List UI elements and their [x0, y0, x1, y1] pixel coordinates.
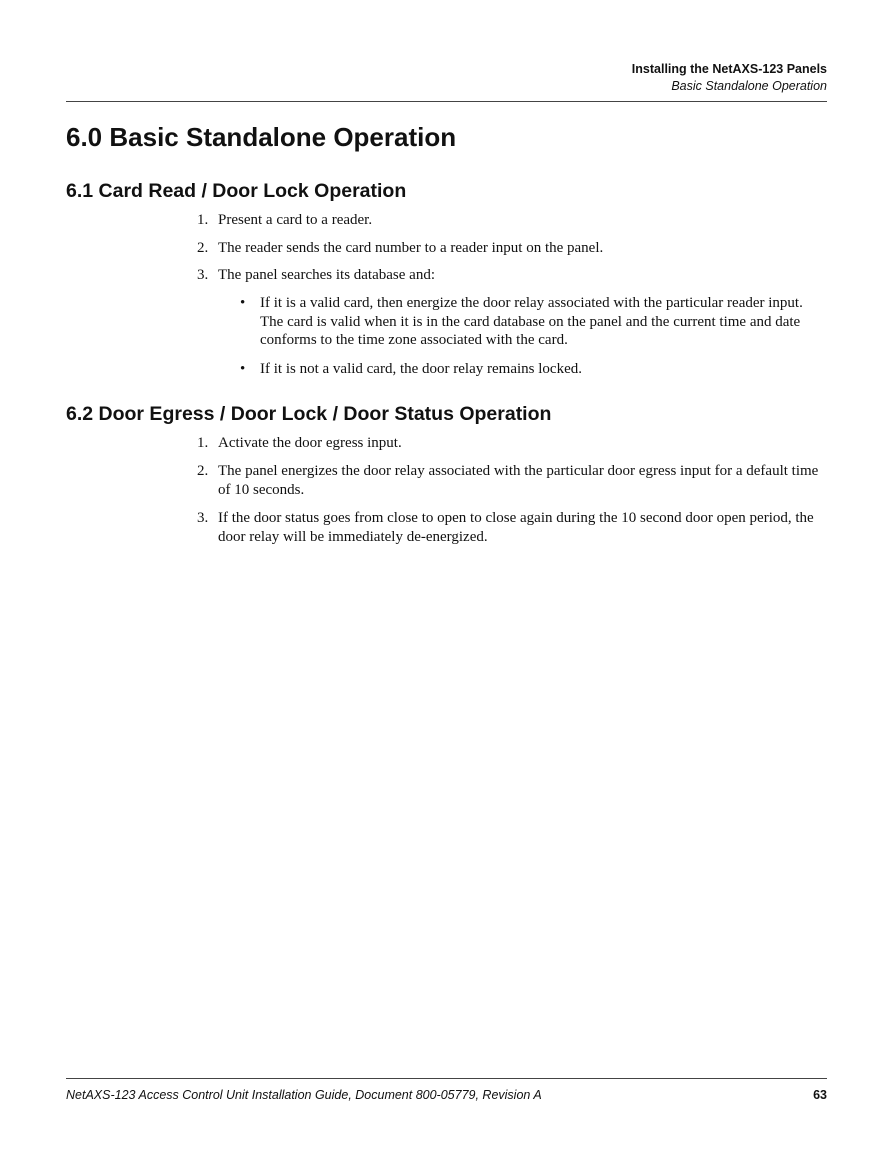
list-number: 3. [197, 267, 209, 283]
list-item [197, 462, 827, 499]
list-text: The reader sends the card number to a reader input on the panel. [218, 240, 604, 256]
page-number: 63 [813, 1088, 827, 1102]
footer-rule [66, 1078, 827, 1079]
bullet-item [240, 294, 827, 350]
section-heading-6-0: 6.0 Basic Standalone Operation [66, 122, 457, 152]
list-item [197, 211, 827, 230]
bullet-mark: • [240, 295, 246, 311]
footer-doc-title: NetAXS-123 Access Control Unit Installation Guide [66, 1088, 349, 1102]
list-text: Activate the door egress input. [218, 435, 402, 451]
list-number: 1. [197, 212, 209, 228]
section-heading-6-2: 6.2 Door Egress / Door Lock / Door Status Operation [66, 403, 552, 425]
list-text: If the door status goes from close to open to close again during the 10 second door open period, the door relay will be immediately de-energized. [218, 510, 814, 545]
list-text: The panel searches its database and: [218, 267, 435, 283]
section-heading-6-1: 6.1 Card Read / Door Lock Operation [66, 180, 407, 202]
list-item [197, 509, 827, 546]
list-number: 3. [197, 510, 209, 526]
list-item [197, 266, 827, 285]
footer-document-info [66, 1088, 542, 1102]
bullet-text: If it is a valid card, then energize the door relay associated with the particular reader input. The card is valid when it is in the card database on the panel and the current time and date conforms to the time zone associated with the card. [260, 295, 803, 348]
list-number: 1. [197, 435, 209, 451]
list-text: The panel energizes the door relay associated with the particular door egress input for a default time of 10 seconds. [218, 463, 819, 498]
list-text: Present a card to a reader. [218, 212, 373, 228]
running-header-subtitle: Basic Standalone Operation [671, 79, 827, 93]
bullet-item [240, 360, 827, 379]
list-number: 2. [197, 463, 209, 479]
bullet-text: If it is not a valid card, the door relay remains locked. [260, 361, 582, 377]
list-number: 2. [197, 240, 209, 256]
bullet-mark: • [240, 361, 246, 377]
running-header-title: Installing the NetAXS-123 Panels [631, 62, 827, 76]
list-item [197, 239, 827, 258]
footer-doc-ref: , Document 800-05779, Revision A [348, 1088, 542, 1102]
list-item [197, 434, 827, 453]
header-rule [66, 101, 827, 102]
